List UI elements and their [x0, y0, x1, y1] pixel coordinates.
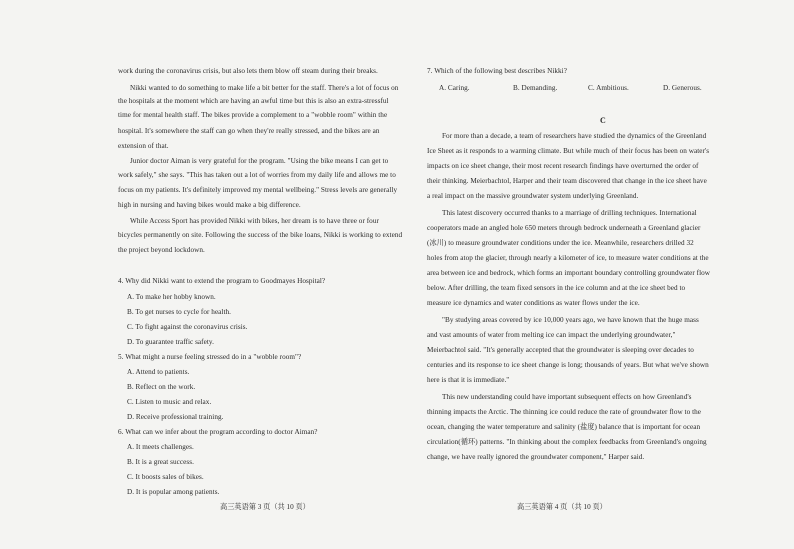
passage-line: "By studying areas covered by ice 10,000 years ago, we have known that the huge mass	[442, 316, 699, 324]
passage-line: time for mental health staff. The bikes provide a complement to a "wobble room" within the	[118, 111, 388, 119]
right-passage	[397, 0, 794, 549]
answer-option: B. It is a great success.	[127, 458, 194, 466]
answer-option: D. It is popular among patients.	[127, 488, 220, 496]
question-stem: 4. Why did Nikki want to extend the program to Goodmayes Hospital?	[118, 277, 326, 285]
passage-line: focus on my patients. It's definitely improved my mental wellbeing." Stress levels are generally	[118, 186, 398, 194]
passage-line: centuries and its response to ice sheet change is long; thousands of years. But what we've shown	[427, 361, 709, 369]
passage-line: holes from atop the glacier, through nearly a kilometer of ice, to measure water conditions at the	[427, 254, 709, 262]
passage-line: high in nursing and having bikes would make a big difference.	[118, 201, 301, 209]
passage-line: change, we have really ignored the groundwater component," Harper said.	[427, 453, 645, 461]
passage-line: This latest discovery occurred thanks to a marriage of drilling techniques. International	[442, 209, 697, 217]
passage-line: Meierbachtol said. "It's generally accepted that the groundwater is sleeping over decades to	[427, 346, 694, 354]
question-stem: 5. What might a nurse feeling stressed do in a "wobble room"?	[118, 353, 302, 361]
passage-line: work safely," she says. "This has taken out a lot of worries from my daily life and allows me to	[118, 171, 396, 179]
answer-option: B. Reflect on the work.	[127, 383, 196, 391]
question-stem: 7. Which of the following best describes Nikki?	[427, 67, 567, 75]
page-footer: 高三英语第 4 页（共 10 页）	[517, 503, 607, 511]
passage-line: This new understanding could have important subsequent effects on how Greenland's	[442, 393, 692, 401]
passage-line: ocean, changing the water temperature and salinity (盐度) balance that is important for ocean	[427, 423, 701, 431]
answer-option: B. Demanding.	[513, 84, 558, 92]
passage-line: (冰川) to measure groundwater conditions under the ice. Meanwhile, researchers drilled 32	[427, 239, 694, 247]
passage-line: thinning impacts the Arctic. The thinning ice could reduce the rate of groundwater flow to the	[427, 408, 702, 416]
answer-option: A. Attend to patients.	[127, 368, 190, 376]
passage-line: area between ice and bedrock, which forms an important boundary controlling groundwater flow	[427, 269, 711, 277]
passage-line: work during the coronavirus crisis, but also lets them blow off steam during their breaks.	[118, 67, 378, 75]
answer-option: C. Listen to music and relax.	[127, 398, 212, 406]
passage-line: their thinking. Meierbachtol, Harper and their team discovered that change in the ice sheet have	[427, 177, 707, 185]
passage-line: bicycles permanently on site. Following the success of the bike loans, Nikki is working to extend	[118, 231, 403, 239]
answer-option: C. It boosts sales of bikes.	[127, 473, 204, 481]
passage-line: impacts on ice sheet change, their most recent research findings have overturned the order of	[427, 162, 699, 170]
answer-option: C. Ambitious.	[588, 84, 629, 92]
passage-line: a real impact on the massive groundwater system underlying Greenland.	[427, 192, 639, 200]
passage-line: Nikki wanted to do something to make life a bit better for the staff. There's a lot of focus on	[130, 84, 399, 92]
passage-line: Ice Sheet as it responds to a warming climate. But while much of their focus has been on water's	[427, 147, 710, 155]
answer-option: A. It meets challenges.	[127, 443, 194, 451]
answer-option: A. To make her hobby known.	[127, 293, 216, 301]
passage-line: measure ice dynamics and water conditions as water flows under the ice.	[427, 299, 640, 307]
passage-line: extension of that.	[118, 142, 169, 150]
passage-line: here is that it is immediate."	[427, 376, 510, 384]
passage-line: cooperators made an angled hole 650 meters through bedrock underneath a Greenland glacier	[427, 224, 701, 232]
answer-option: C. To fight against the coronavirus crisis.	[127, 323, 248, 331]
answer-option: D. Receive professional training.	[127, 413, 224, 421]
passage-line: and vast amounts of water from melting ice can impact the underlying groundwater,"	[427, 331, 676, 339]
passage-line: For more than a decade, a team of researchers have studied the dynamics of the Greenland	[442, 132, 707, 140]
page-footer: 高三英语第 3 页（共 10 页）	[220, 503, 310, 511]
passage-line: the project beyond lockdown.	[118, 246, 205, 254]
answer-option: D. To guarantee traffic safety.	[127, 338, 214, 346]
answer-option: A. Caring.	[439, 84, 470, 92]
passage-line: below. After drilling, the team fixed sensors in the ice column and at the ice sheet bed to	[427, 284, 686, 292]
passage-line: the hospitals at the moment which are having an awful time but this is also an extra-stressful	[118, 97, 389, 105]
passage-line: Junior doctor Aiman is very grateful for the program. "Using the bike means I can get to	[130, 157, 389, 165]
question-stem: 6. What can we infer about the program according to doctor Aiman?	[118, 428, 318, 436]
answer-option: B. To get nurses to cycle for health.	[127, 308, 232, 316]
passage-line: hospital. It's somewhere the staff can go when they're really stressed, and the bikes are an	[118, 127, 380, 135]
passage-line: While Access Sport has provided Nikki with bikes, her dream is to have three or four	[130, 217, 379, 225]
answer-option: D. Generous.	[663, 84, 702, 92]
section-heading: C	[600, 116, 606, 125]
passage-line: circulation(循环) patterns. "In thinking about the complex feedbacks from Greenland's ongoing	[427, 438, 707, 446]
